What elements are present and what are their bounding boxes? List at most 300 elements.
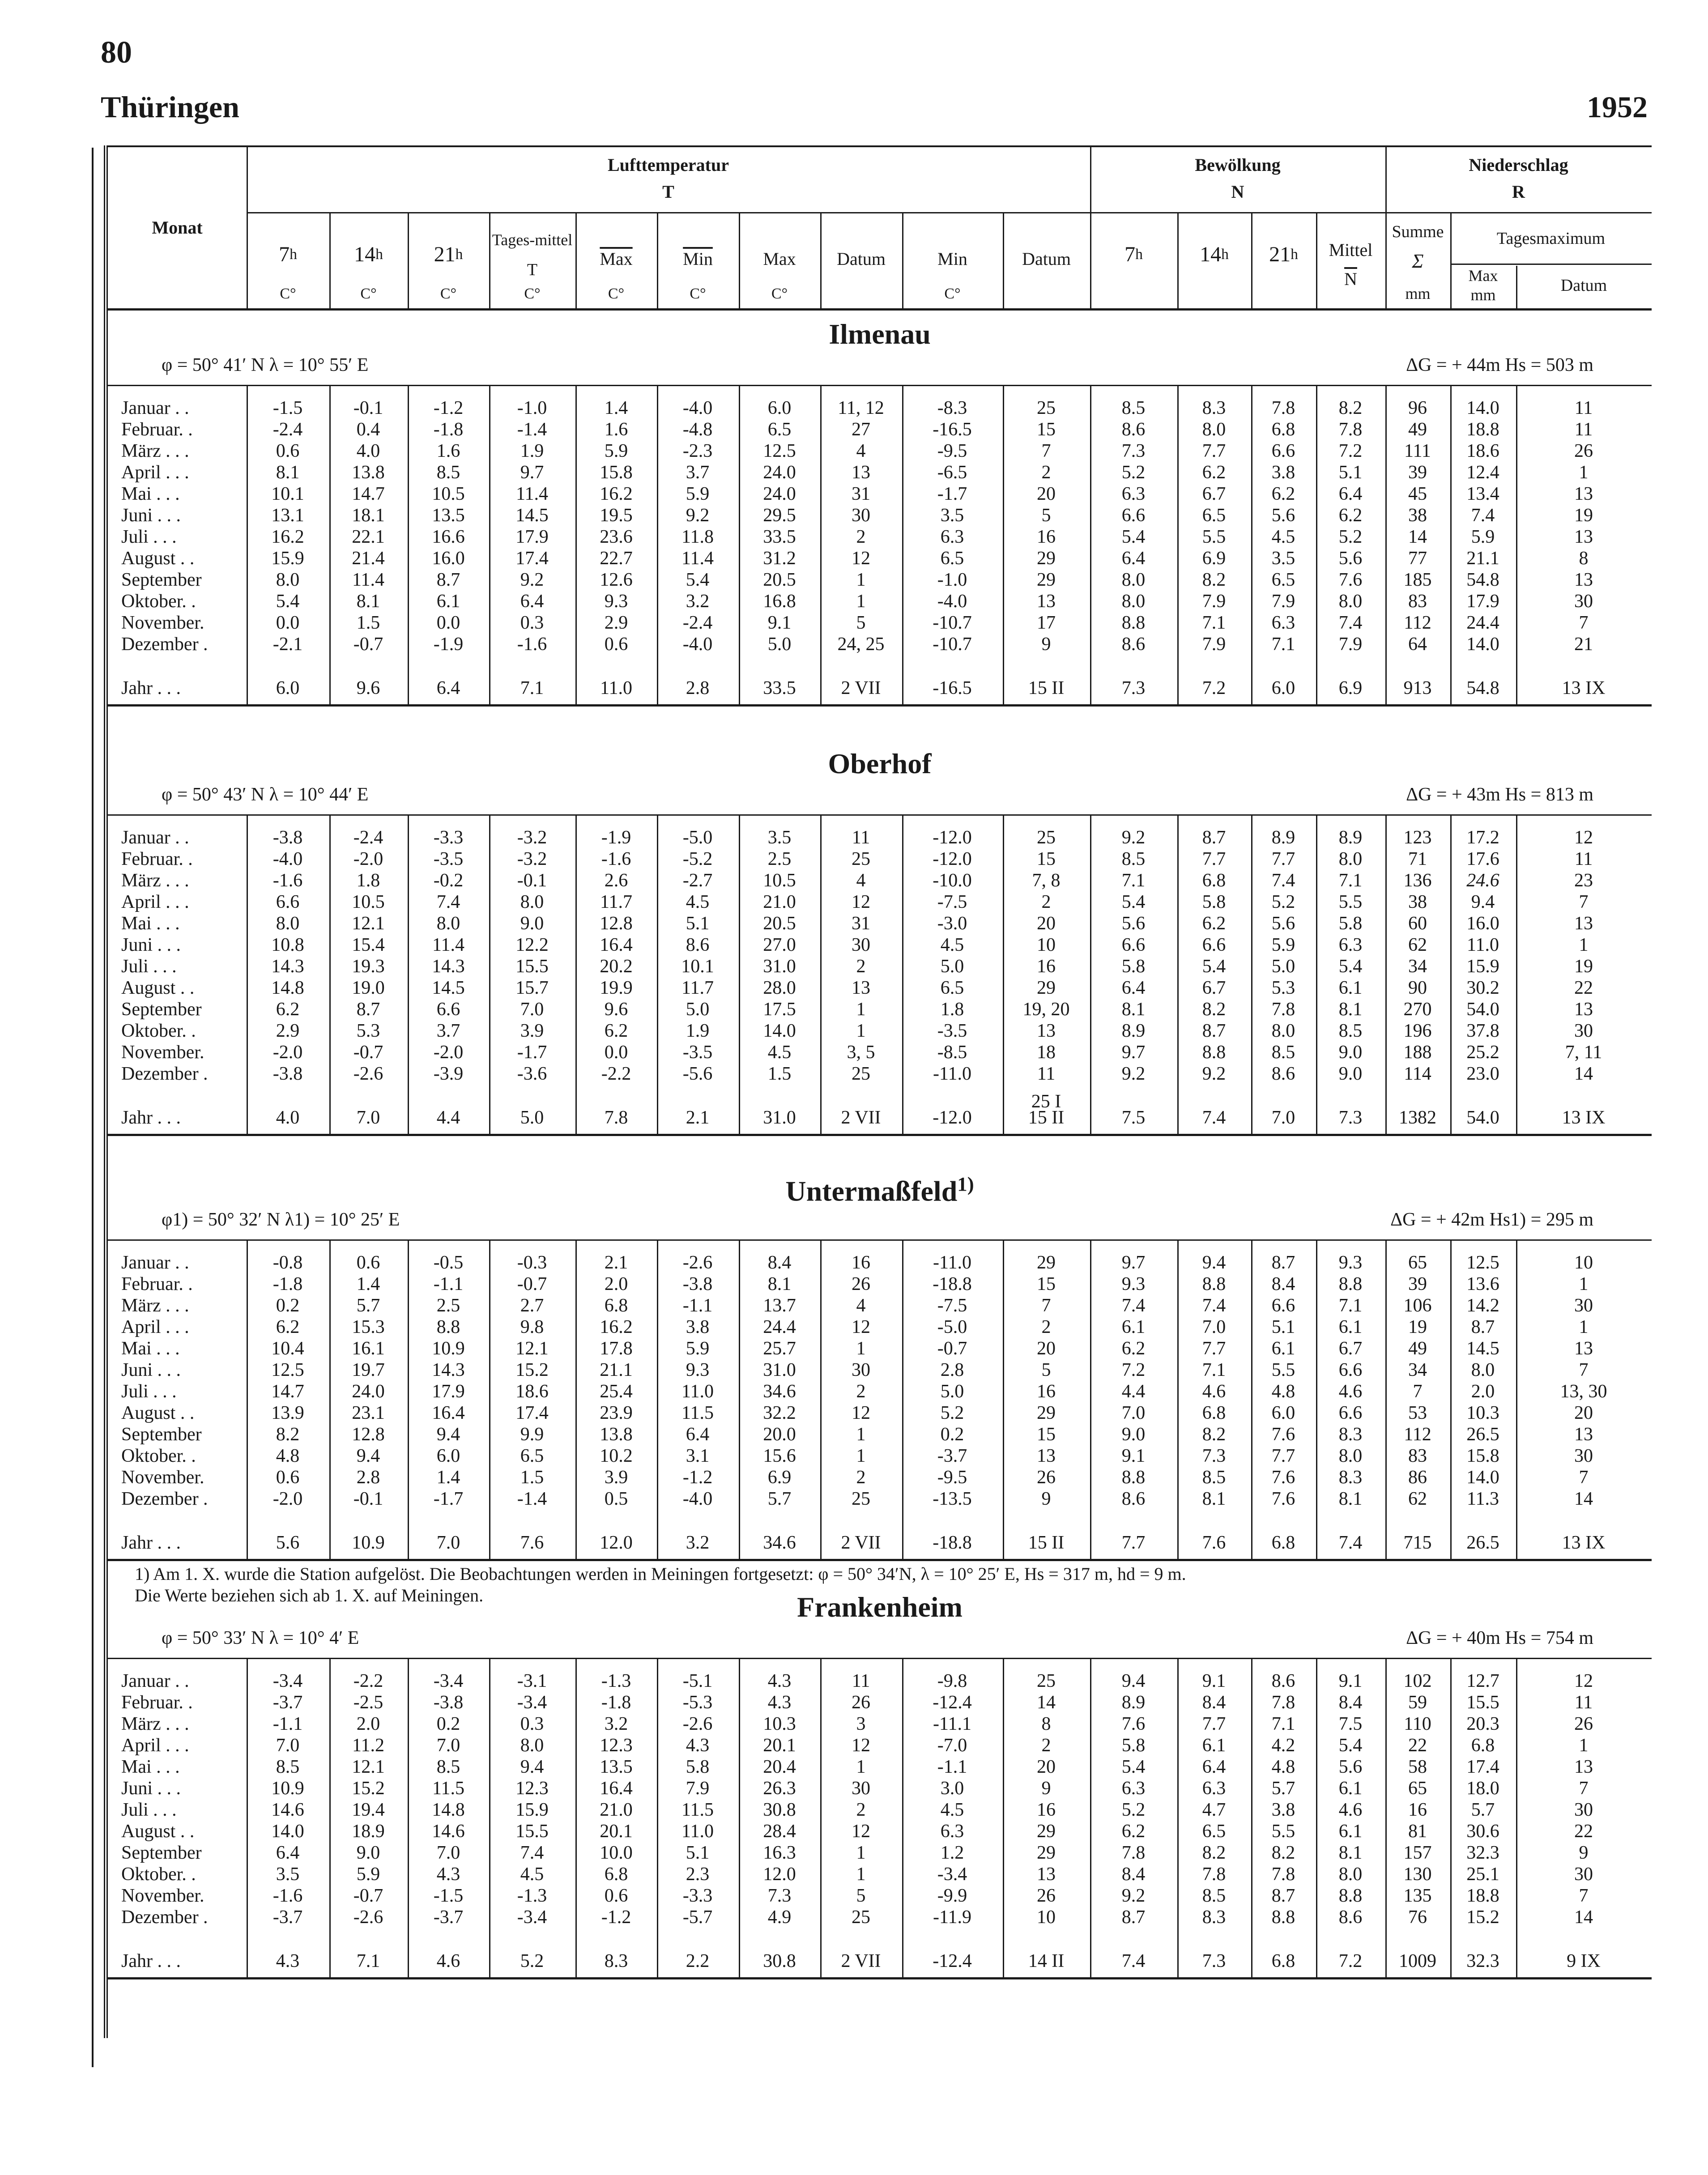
table-cell: 6.2	[1121, 1821, 1146, 1842]
table-cell: 3.8	[1271, 462, 1295, 483]
table-cell: 7.1	[1202, 613, 1226, 633]
table-cell: 5.1	[686, 1843, 710, 1863]
table-cell: 7.1	[1338, 1295, 1363, 1316]
table-cell: 12.7	[1466, 1671, 1499, 1691]
table-cell: -11.0	[933, 1252, 971, 1273]
header-min: Min	[937, 249, 967, 269]
outer-margin-rule	[92, 148, 94, 2067]
table-cell: 8.0	[1202, 419, 1226, 440]
table-cell: 1.8	[940, 999, 964, 1020]
table-cell: 13	[1574, 570, 1593, 590]
table-row	[108, 1692, 1652, 1713]
table-cell: 32.3	[1466, 1951, 1499, 1971]
table-cell: 17.5	[763, 999, 796, 1020]
table-cell: 12.8	[352, 1424, 385, 1445]
table-cell: 16	[1037, 1381, 1056, 1402]
table-cell: 8.2	[1202, 1843, 1226, 1863]
table-cell: 13.8	[352, 462, 385, 483]
table-cell: 6.0	[1271, 1403, 1295, 1423]
table-cell: 15.4	[352, 935, 385, 955]
month-label: Februar. .	[121, 419, 193, 440]
table-cell: 1.6	[436, 441, 460, 461]
unit-max-mean: C°	[608, 285, 625, 302]
table-cell: 10.5	[352, 892, 385, 912]
table-cell: 6.2	[604, 1021, 628, 1041]
table-cell: 13	[852, 978, 870, 998]
table-cell: 11.7	[681, 978, 714, 998]
table-cell: 715	[1403, 1532, 1432, 1553]
table-cell: -3.6	[517, 1064, 547, 1084]
table-cell: 24, 25	[837, 634, 885, 655]
table-cell: 12.1	[352, 1757, 385, 1777]
table-cell: 7.0	[436, 1735, 460, 1756]
table-cell: 24.6	[1466, 870, 1499, 891]
table-cell: 10	[1574, 1252, 1593, 1273]
table-cell: 20.5	[763, 913, 796, 934]
station-rule	[108, 814, 1652, 816]
table-cell: 21.1	[600, 1360, 633, 1380]
header-cloud-21h: 21 h	[1269, 243, 1298, 267]
table-cell: 6.1	[1338, 1778, 1363, 1799]
table-cell: 14.0	[1466, 1467, 1499, 1488]
table-cell: 8.6	[1338, 1907, 1363, 1928]
month-label: September	[121, 570, 202, 590]
table-cell: -1.2	[433, 398, 464, 418]
table-cell: 9.3	[604, 591, 628, 612]
table-cell: 7	[1579, 1886, 1589, 1906]
month-label: November.	[121, 613, 204, 633]
month-label: Januar . .	[121, 827, 189, 848]
table-cell: 5.4	[276, 591, 300, 612]
table-cell: 16.0	[1466, 913, 1499, 934]
table-cell: 9.3	[1121, 1274, 1146, 1294]
table-row	[108, 1316, 1652, 1338]
table-cell: 1	[856, 999, 866, 1020]
month-label: Dezember .	[121, 1489, 208, 1509]
table-cell: 2.7	[520, 1295, 544, 1316]
unit-max: C°	[771, 285, 788, 302]
table-cell: 2	[1041, 462, 1051, 483]
table-row	[108, 1735, 1652, 1756]
table-cell: 2.3	[686, 1864, 710, 1885]
month-label: Oktober. .	[121, 1446, 196, 1466]
table-cell: 7.4	[1202, 1107, 1226, 1128]
table-cell: -5.6	[682, 1064, 713, 1084]
table-cell: 8.2	[1202, 1424, 1226, 1445]
month-label: Juli . . .	[121, 527, 177, 547]
table-cell: 39	[1408, 462, 1427, 483]
table-cell: 6.2	[1271, 484, 1295, 504]
table-cell: -2.3	[682, 441, 713, 461]
table-cell: 15.9	[515, 1800, 549, 1820]
table-cell: 19.0	[352, 978, 385, 998]
table-cell: -3.8	[273, 1064, 303, 1084]
table-cell: 2.0	[1471, 1381, 1495, 1402]
table-cell: 2	[856, 956, 866, 977]
table-cell: 17.4	[515, 1403, 549, 1423]
station-coordinates: φ = 50° 43′ N λ = 10° 44′ E	[162, 784, 369, 805]
table-cell: 102	[1403, 1671, 1432, 1691]
table-cell: 7	[1579, 613, 1589, 633]
station-section	[108, 747, 1652, 1136]
table-cell: 6.8	[604, 1864, 628, 1885]
table-cell: 7.6	[1271, 1467, 1295, 1488]
table-cell: 28.0	[763, 978, 796, 998]
table-cell: 6.6	[1338, 1360, 1363, 1380]
table-cell: 7.8	[1271, 1864, 1295, 1885]
header-bewoelkung: Bewölkung	[1195, 155, 1281, 175]
table-cell: 14.3	[432, 956, 465, 977]
table-cell: 11.4	[681, 548, 714, 569]
table-cell: 12.0	[763, 1864, 796, 1885]
table-cell: 10.9	[271, 1778, 304, 1799]
table-cell: 8.8	[1338, 1274, 1363, 1294]
table-cell: 9.3	[686, 1360, 710, 1380]
table-cell: 6.2	[1338, 505, 1363, 526]
table-cell: -4.8	[682, 419, 713, 440]
table-cell: 8.4	[1121, 1864, 1146, 1885]
table-cell: 12	[852, 892, 870, 912]
month-label: Oktober. .	[121, 591, 196, 612]
table-cell: 8.6	[1121, 1489, 1146, 1509]
table-cell: 14	[1574, 1907, 1593, 1928]
table-cell: 96	[1408, 398, 1427, 418]
table-cell: 8.1	[1121, 999, 1146, 1020]
table-cell: 7.9	[1271, 591, 1295, 612]
table-cell: 8.6	[686, 935, 710, 955]
table-cell: 15.9	[1466, 956, 1499, 977]
table-cell: 18	[1037, 1042, 1056, 1063]
table-cell: 8.5	[276, 1757, 300, 1777]
table-cell: 11.0	[1467, 935, 1499, 955]
table-cell: 4.0	[276, 1107, 300, 1128]
month-label: Mai . . .	[121, 913, 180, 934]
table-cell: 112	[1404, 613, 1431, 633]
table-cell: 27	[852, 419, 870, 440]
table-cell: 7.8	[1271, 999, 1295, 1020]
table-cell: 26	[1574, 441, 1593, 461]
table-row	[108, 483, 1652, 505]
table-cell: 11.0	[681, 1381, 714, 1402]
station-section	[108, 318, 1652, 707]
table-cell: 2.1	[686, 1107, 710, 1128]
month-label: Juni . . .	[121, 1778, 181, 1799]
station-bottom-rule	[108, 1977, 1652, 1979]
table-cell: 1.2	[940, 1843, 964, 1863]
table-cell: 5.0	[940, 1381, 964, 1402]
table-cell: 14	[1574, 1064, 1593, 1084]
table-cell: 2	[1041, 1317, 1051, 1337]
table-cell: 13.6	[1466, 1274, 1499, 1294]
table-cell: 8.6	[1271, 1064, 1295, 1084]
table-cell: 20	[1037, 1757, 1056, 1777]
table-cell: 6.6	[436, 999, 460, 1020]
table-cell: 8.0	[520, 1735, 544, 1756]
table-cell: 8	[1041, 1714, 1051, 1734]
table-cell: 1.4	[436, 1467, 460, 1488]
table-cell: 17	[1037, 613, 1056, 633]
table-cell: 0.0	[276, 613, 300, 633]
month-label: Dezember .	[121, 1907, 208, 1928]
table-cell: 3.5	[276, 1864, 300, 1885]
table-cell: 60	[1408, 913, 1427, 934]
table-cell: -9.5	[937, 1467, 967, 1488]
table-cell: 6.6	[1202, 935, 1226, 955]
table-cell: 14.0	[1466, 398, 1499, 418]
unit-7h: C°	[280, 285, 296, 302]
table-cell: 8.1	[356, 591, 380, 612]
table-cell: 49	[1408, 419, 1427, 440]
table-cell: 2 VII	[841, 1532, 881, 1553]
table-cell: 9	[1579, 1843, 1589, 1863]
table-cell: 30	[852, 505, 870, 526]
table-cell: 8.1	[276, 462, 300, 483]
table-cell: 6.1	[436, 591, 460, 612]
table-cell: 6.2	[1121, 1338, 1146, 1359]
table-cell: -1.8	[601, 1692, 631, 1713]
table-cell: 8.6	[1271, 1671, 1295, 1691]
table-cell: 8.8	[1271, 1907, 1295, 1928]
station-bottom-rule	[108, 1134, 1652, 1136]
table-cell: 30.8	[763, 1951, 796, 1971]
table-cell: 5.3	[1271, 978, 1295, 998]
table-cell: -1.4	[517, 419, 547, 440]
table-cell: 6.7	[1202, 484, 1226, 504]
table-cell: 0.2	[436, 1714, 460, 1734]
table-cell: 5.7	[1271, 1778, 1295, 1799]
table-cell: 13.7	[763, 1295, 796, 1316]
table-cell: 1	[856, 1843, 866, 1863]
table-cell: 14.0	[763, 1021, 796, 1041]
table-cell: 13.1	[271, 505, 304, 526]
month-label: November.	[121, 1042, 204, 1063]
table-cell: 18.8	[1466, 419, 1499, 440]
table-cell: 6.2	[276, 999, 300, 1020]
table-cell: 7.3	[767, 1886, 792, 1906]
table-cell: 23.1	[352, 1403, 385, 1423]
table-cell: -1.1	[682, 1295, 713, 1316]
table-cell: -1.0	[517, 398, 547, 418]
table-cell: 7.4	[1202, 1295, 1226, 1316]
table-cell: -10.0	[933, 870, 972, 891]
table-cell: 2.8	[686, 678, 710, 698]
table-cell: 5.5	[1202, 527, 1226, 547]
table-cell: 8.8	[1202, 1042, 1226, 1063]
table-cell: 8.1	[1202, 1489, 1226, 1509]
table-cell: -4.0	[937, 591, 967, 612]
station-name: Ilmenau	[829, 318, 931, 350]
table-cell: 37.8	[1466, 1021, 1499, 1041]
table-cell: 13	[1574, 484, 1593, 504]
table-cell: 7.1	[356, 1951, 380, 1971]
table-row	[108, 1864, 1652, 1885]
table-cell: 34.6	[763, 1532, 796, 1553]
station-name: Frankenheim	[797, 1591, 963, 1623]
table-cell: 4.6	[436, 1951, 460, 1971]
table-cell: 83	[1408, 1446, 1427, 1466]
month-label: August . .	[121, 1403, 195, 1423]
table-cell: 16.2	[600, 1317, 633, 1337]
table-cell: 8.1	[767, 1274, 792, 1294]
table-cell: 9.2	[1121, 1064, 1146, 1084]
table-row	[108, 977, 1652, 999]
table-cell: 9.7	[520, 462, 544, 483]
table-cell: -1.3	[517, 1886, 547, 1906]
table-cell: 83	[1408, 591, 1427, 612]
table-cell: 7.3	[1121, 678, 1146, 698]
table-cell: -3.2	[517, 827, 547, 848]
table-cell: 6.4	[1121, 548, 1146, 569]
table-cell: 14.3	[432, 1360, 465, 1380]
table-cell: 6.6	[1271, 441, 1295, 461]
table-cell: 26.5	[1466, 1532, 1499, 1553]
unit-tm-max: mm	[1470, 285, 1496, 304]
table-cell: 10.5	[432, 484, 465, 504]
table-cell: 15 II	[1028, 678, 1065, 698]
table-cell: 8.9	[1121, 1021, 1146, 1041]
header-niederschlag: Niederschlag	[1469, 155, 1568, 175]
table-cell: -3.7	[433, 1907, 464, 1928]
table-cell: 19.3	[352, 956, 385, 977]
unit-14h: C°	[360, 285, 377, 302]
table-cell: 6.3	[940, 527, 964, 547]
month-label: Oktober. .	[121, 1021, 196, 1041]
table-cell: 54.8	[1466, 570, 1499, 590]
table-cell: 6.7	[1338, 1338, 1363, 1359]
table-cell: 7.5	[1121, 1107, 1146, 1128]
table-cell: 9.1	[1202, 1671, 1226, 1691]
table-cell: -3.3	[682, 1886, 713, 1906]
table-cell: 13	[1574, 1424, 1593, 1445]
table-cell: 2.0	[356, 1714, 380, 1734]
table-cell: 11, 12	[838, 398, 884, 418]
table-cell: 7	[1413, 1381, 1423, 1402]
table-cell: 9.2	[1121, 827, 1146, 848]
table-cell: 3.8	[686, 1317, 710, 1337]
table-cell: 7.7	[1271, 1446, 1295, 1466]
table-cell: -18.8	[933, 1532, 972, 1553]
table-cell: 12	[852, 1735, 870, 1756]
table-cell: 3	[856, 1714, 866, 1734]
table-cell: 6.9	[1338, 678, 1363, 698]
table-cell: 19.4	[352, 1800, 385, 1820]
table-cell: 12.3	[600, 1735, 633, 1756]
table-cell: 24.0	[763, 484, 796, 504]
table-cell: 7.4	[1121, 1295, 1146, 1316]
table-cell: 6.1	[1202, 1735, 1226, 1756]
table-cell: 13.8	[600, 1424, 633, 1445]
table-cell: 20.0	[763, 1424, 796, 1445]
table-cell: -4.0	[273, 849, 303, 869]
table-cell: 7.7	[1271, 849, 1295, 869]
table-cell: 7	[1579, 1778, 1589, 1799]
table-cell: 12.1	[515, 1338, 549, 1359]
table-cell: 9.2	[1202, 1064, 1226, 1084]
month-label: August . .	[121, 548, 195, 569]
station-coordinates: φ1) = 50° 32′ N λ1) = 10° 25′ E	[162, 1209, 400, 1230]
month-label: September	[121, 1424, 202, 1445]
table-cell: 19, 20	[1022, 999, 1070, 1020]
table-cell: 6.0	[436, 1446, 460, 1466]
table-cell: 123	[1403, 827, 1432, 848]
table-cell: -13.5	[933, 1489, 972, 1509]
table-cell: 31.0	[763, 956, 796, 977]
table-cell: 111	[1404, 441, 1431, 461]
table-cell: 9 IX	[1567, 1951, 1601, 1971]
table-cell: -1.6	[273, 870, 303, 891]
table-cell: 185	[1403, 570, 1432, 590]
table-cell: 15.5	[515, 956, 549, 977]
table-cell: 81	[1408, 1821, 1427, 1842]
table-cell: 11	[1574, 398, 1593, 418]
table-cell: 7.6	[1271, 1424, 1295, 1445]
table-cell: 25 I	[1031, 1091, 1061, 1112]
table-cell: 32.3	[1466, 1843, 1499, 1863]
table-cell: 8.4	[1202, 1692, 1226, 1713]
table-cell: 8.7	[1271, 1252, 1295, 1273]
table-cell: 20.1	[600, 1821, 633, 1842]
table-row	[108, 526, 1652, 548]
station-rule	[108, 1658, 1652, 1659]
table-cell: -2.6	[682, 1252, 713, 1273]
table-cell: 8.8	[1338, 1886, 1363, 1906]
table-cell: -1.7	[517, 1042, 547, 1063]
table-cell: 0.5	[604, 1489, 628, 1509]
table-row	[108, 591, 1652, 612]
table-cell: 7.6	[1202, 1532, 1226, 1553]
table-cell: 9.0	[1121, 1424, 1146, 1445]
header-tagesmaximum: Tagesmaximum	[1496, 229, 1606, 248]
table-cell: 25	[852, 1907, 870, 1928]
table-cell: 15.6	[763, 1446, 796, 1466]
table-cell: 7.3	[1338, 1107, 1363, 1128]
table-cell: 8.5	[1271, 1042, 1295, 1063]
table-cell: 1009	[1399, 1951, 1436, 1971]
table-cell: 2.9	[604, 613, 628, 633]
table-cell: 1.9	[520, 441, 544, 461]
table-row	[108, 1756, 1652, 1778]
table-cell: 29	[1037, 1403, 1056, 1423]
table-cell: 5.6	[1271, 913, 1295, 934]
table-cell: -7.5	[937, 892, 967, 912]
table-cell: 12.6	[600, 570, 633, 590]
table-cell: 5.2	[520, 1951, 544, 1971]
table-cell: 29	[1037, 978, 1056, 998]
table-cell: 7.1	[1121, 870, 1146, 891]
table-cell: 8.5	[436, 462, 460, 483]
table-cell: 3.7	[436, 1021, 460, 1041]
header-bewoelkung-symbol: N	[1231, 182, 1244, 202]
table-cell: 5.2	[1121, 462, 1146, 483]
table-cell: 4.7	[1202, 1800, 1226, 1820]
table-cell: 6.2	[1202, 913, 1226, 934]
table-cell: 6.5	[520, 1446, 544, 1466]
table-cell: 8.6	[1121, 634, 1146, 655]
table-cell: 3.9	[520, 1021, 544, 1041]
table-cell: -0.1	[353, 398, 383, 418]
table-cell: 12.5	[1466, 1252, 1499, 1273]
table-cell: 30	[1574, 1295, 1593, 1316]
table-row	[108, 1107, 1652, 1128]
table-cell: 19.9	[600, 978, 633, 998]
table-cell: 25	[852, 1064, 870, 1084]
table-cell: 9.8	[520, 1317, 544, 1337]
table-cell: 15.2	[515, 1360, 549, 1380]
table-cell: 7.4	[436, 892, 460, 912]
table-cell: 13	[1037, 1864, 1056, 1885]
table-cell: 8.2	[1271, 1843, 1295, 1863]
table-cell: 8.4	[1271, 1274, 1295, 1294]
